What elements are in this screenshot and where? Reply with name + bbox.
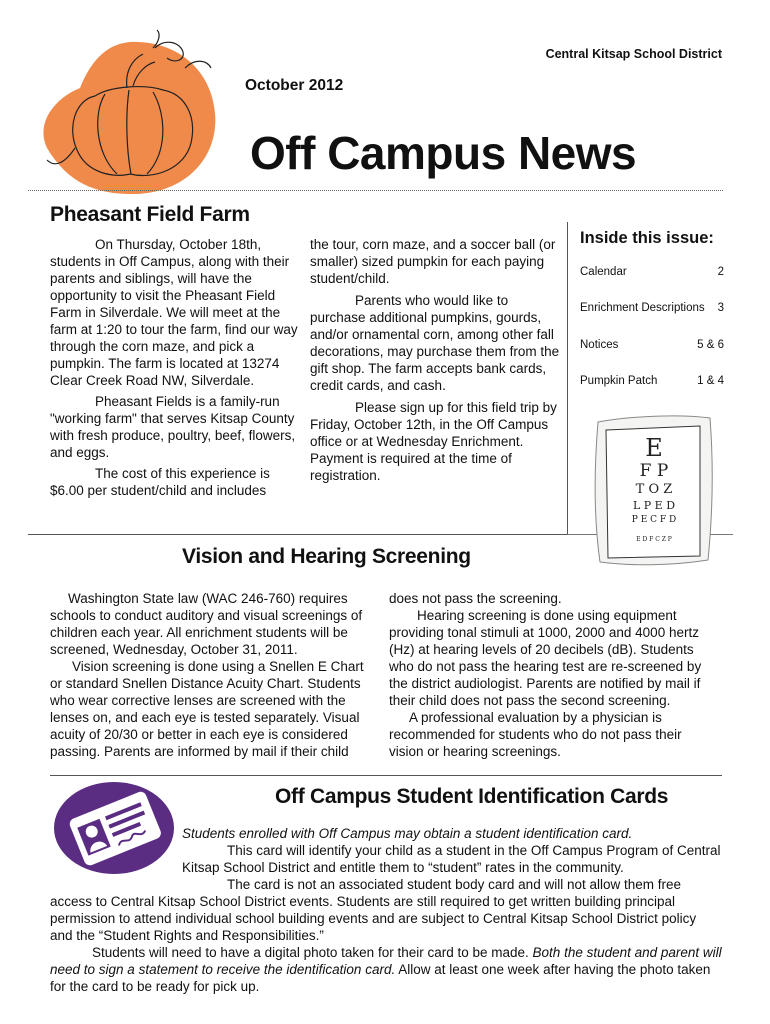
district-name: Central Kitsap School District [545,47,722,61]
inside-issue-title: Inside this issue: [580,229,714,247]
eye-chart-row: F P [639,461,669,481]
toc-item [580,375,724,387]
toc-label: Notices [580,339,619,351]
vision-paragraph: Hearing screening is done using equipment providing tonal stimuli at 1000, 2000 and 4000 hertz (Hz) at hearing levels of 20 decibels (dB). Students who do not pass the hearing test are re-screened by the district audiologist. Parents are notified by mail if their child does not pass the second screening. [389,608,702,708]
issue-date: October 2012 [245,77,344,94]
pheasant-column-2 [310,236,560,484]
eye-chart-row: E [645,434,663,462]
id-cards-heading: Off Campus Student Identification Cards [275,785,669,808]
vision-paragraph: does not pass the screening. [389,591,562,606]
toc-item [580,266,724,278]
toc-label: Pumpkin Patch [580,375,658,387]
toc-page: 1 & 4 [697,375,724,387]
toc-label: Calendar [580,266,627,278]
pheasant-column-1 [50,236,300,499]
vision-paragraph: A professional evaluation by a physician is recommended for students who do not pass their vision or hearing screenings. [389,710,682,759]
pheasant-heading: Pheasant Field Farm [50,203,250,226]
id-cards-photo-note: Students will need to have a digital photo taken for their card to be made. [92,945,529,960]
eye-chart-row: T O Z [635,482,673,497]
toc-item [580,339,724,351]
pheasant-paragraph: the tour, corn maze, and a soccer ball (or smaller) sized pumpkin for each paying student/child. [310,237,556,286]
eye-chart-row: E D F C Z P [636,536,672,543]
id-cards-paragraph: The card is not an associated student body card and will not allow them free access to Central Kitsap School District events. Students are still required to get written building principal permission to attend individual school building events and are subject to Central Kitsap School District policy and the “Student Rights and Responsibilities.” [50,877,697,943]
pheasant-paragraph: Please sign up for this field trip by Friday, October 12th, in the Off Campus office or at Wednesday Enrichment. Payment is required at the time of registration. [310,400,557,483]
pheasant-paragraph: Pheasant Fields is a family-run "working farm" that serves Kitsap County with fresh produce, poultry, beef, flowers, and eggs. [50,394,296,460]
eye-chart-icon [590,410,720,570]
vision-column-1 [50,590,372,760]
id-cards-body [50,825,722,995]
vision-column-2 [389,590,719,760]
pheasant-paragraph: On Thursday, October 18th, students in Off Campus, along with their parents and siblings, will have the opportunity to visit the Pheasant Field Farm in Silverdale. We will meet at the farm at 1:20 to tour the farm, find our way through the corn maze, and pick a pumpkin. The farm is located at 13274 Clear Creek Road NW, Silverdale. [50,237,298,388]
id-cards-paragraph: This card will identify your child as a student in the Off Campus Program of Central Kitsap School District and entitle them to “student” rates in the community. [182,843,721,875]
section-divider [28,534,567,535]
masthead-divider [28,190,723,191]
vision-paragraph: Vision screening is done using a Snellen E Chart or standard Snellen Distance Acuity Chart. Students who wear corrective lenses are screened with the lenses on, and each eye is tested separately. Visual acuity of 20/30 or better in each eye is considered passing. Parents are informed by mail if their child [50,659,364,759]
id-cards-paragraph [50,944,722,995]
toc-page: 5 & 6 [697,339,724,351]
toc-page: 2 [717,266,724,278]
vision-heading: Vision and Hearing Screening [182,545,471,568]
pheasant-paragraph: Parents who would like to purchase additional pumpkins, gourds, and/or ornamental corn, among other fall decorations, may purchase them from the gift shop. The farm accepts bank cards, credit cards, and cash. [310,293,560,393]
section-divider [50,775,722,776]
eye-chart-row: L P E D [632,499,676,512]
toc-page: 3 [717,302,724,314]
eye-chart-row: P E C F D [631,515,677,525]
id-cards-intro: Students enrolled with Off Campus may obtain a student identification card. [182,826,633,841]
pumpkin-icon [35,28,225,203]
id-cards-pickup-note: Allow at least one week after having the photo taken for the card to be ready for pick up. [50,962,711,994]
id-cards-signature-note: Both the student and parent will need to sign a statement to receive the identification card. [50,945,722,977]
vision-paragraph: Washington State law (WAC 246-760) requires schools to conduct auditory and visual screenings of children each year. All enrichment students will be screened, Wednesday, October 31, 2011. [50,591,363,657]
newsletter-title: Off Campus News [250,127,637,179]
toc-item [580,302,724,314]
pheasant-paragraph: The cost of this experience is $6.00 per student/child and includes [50,466,270,498]
toc-label: Enrichment Descriptions [580,302,705,314]
